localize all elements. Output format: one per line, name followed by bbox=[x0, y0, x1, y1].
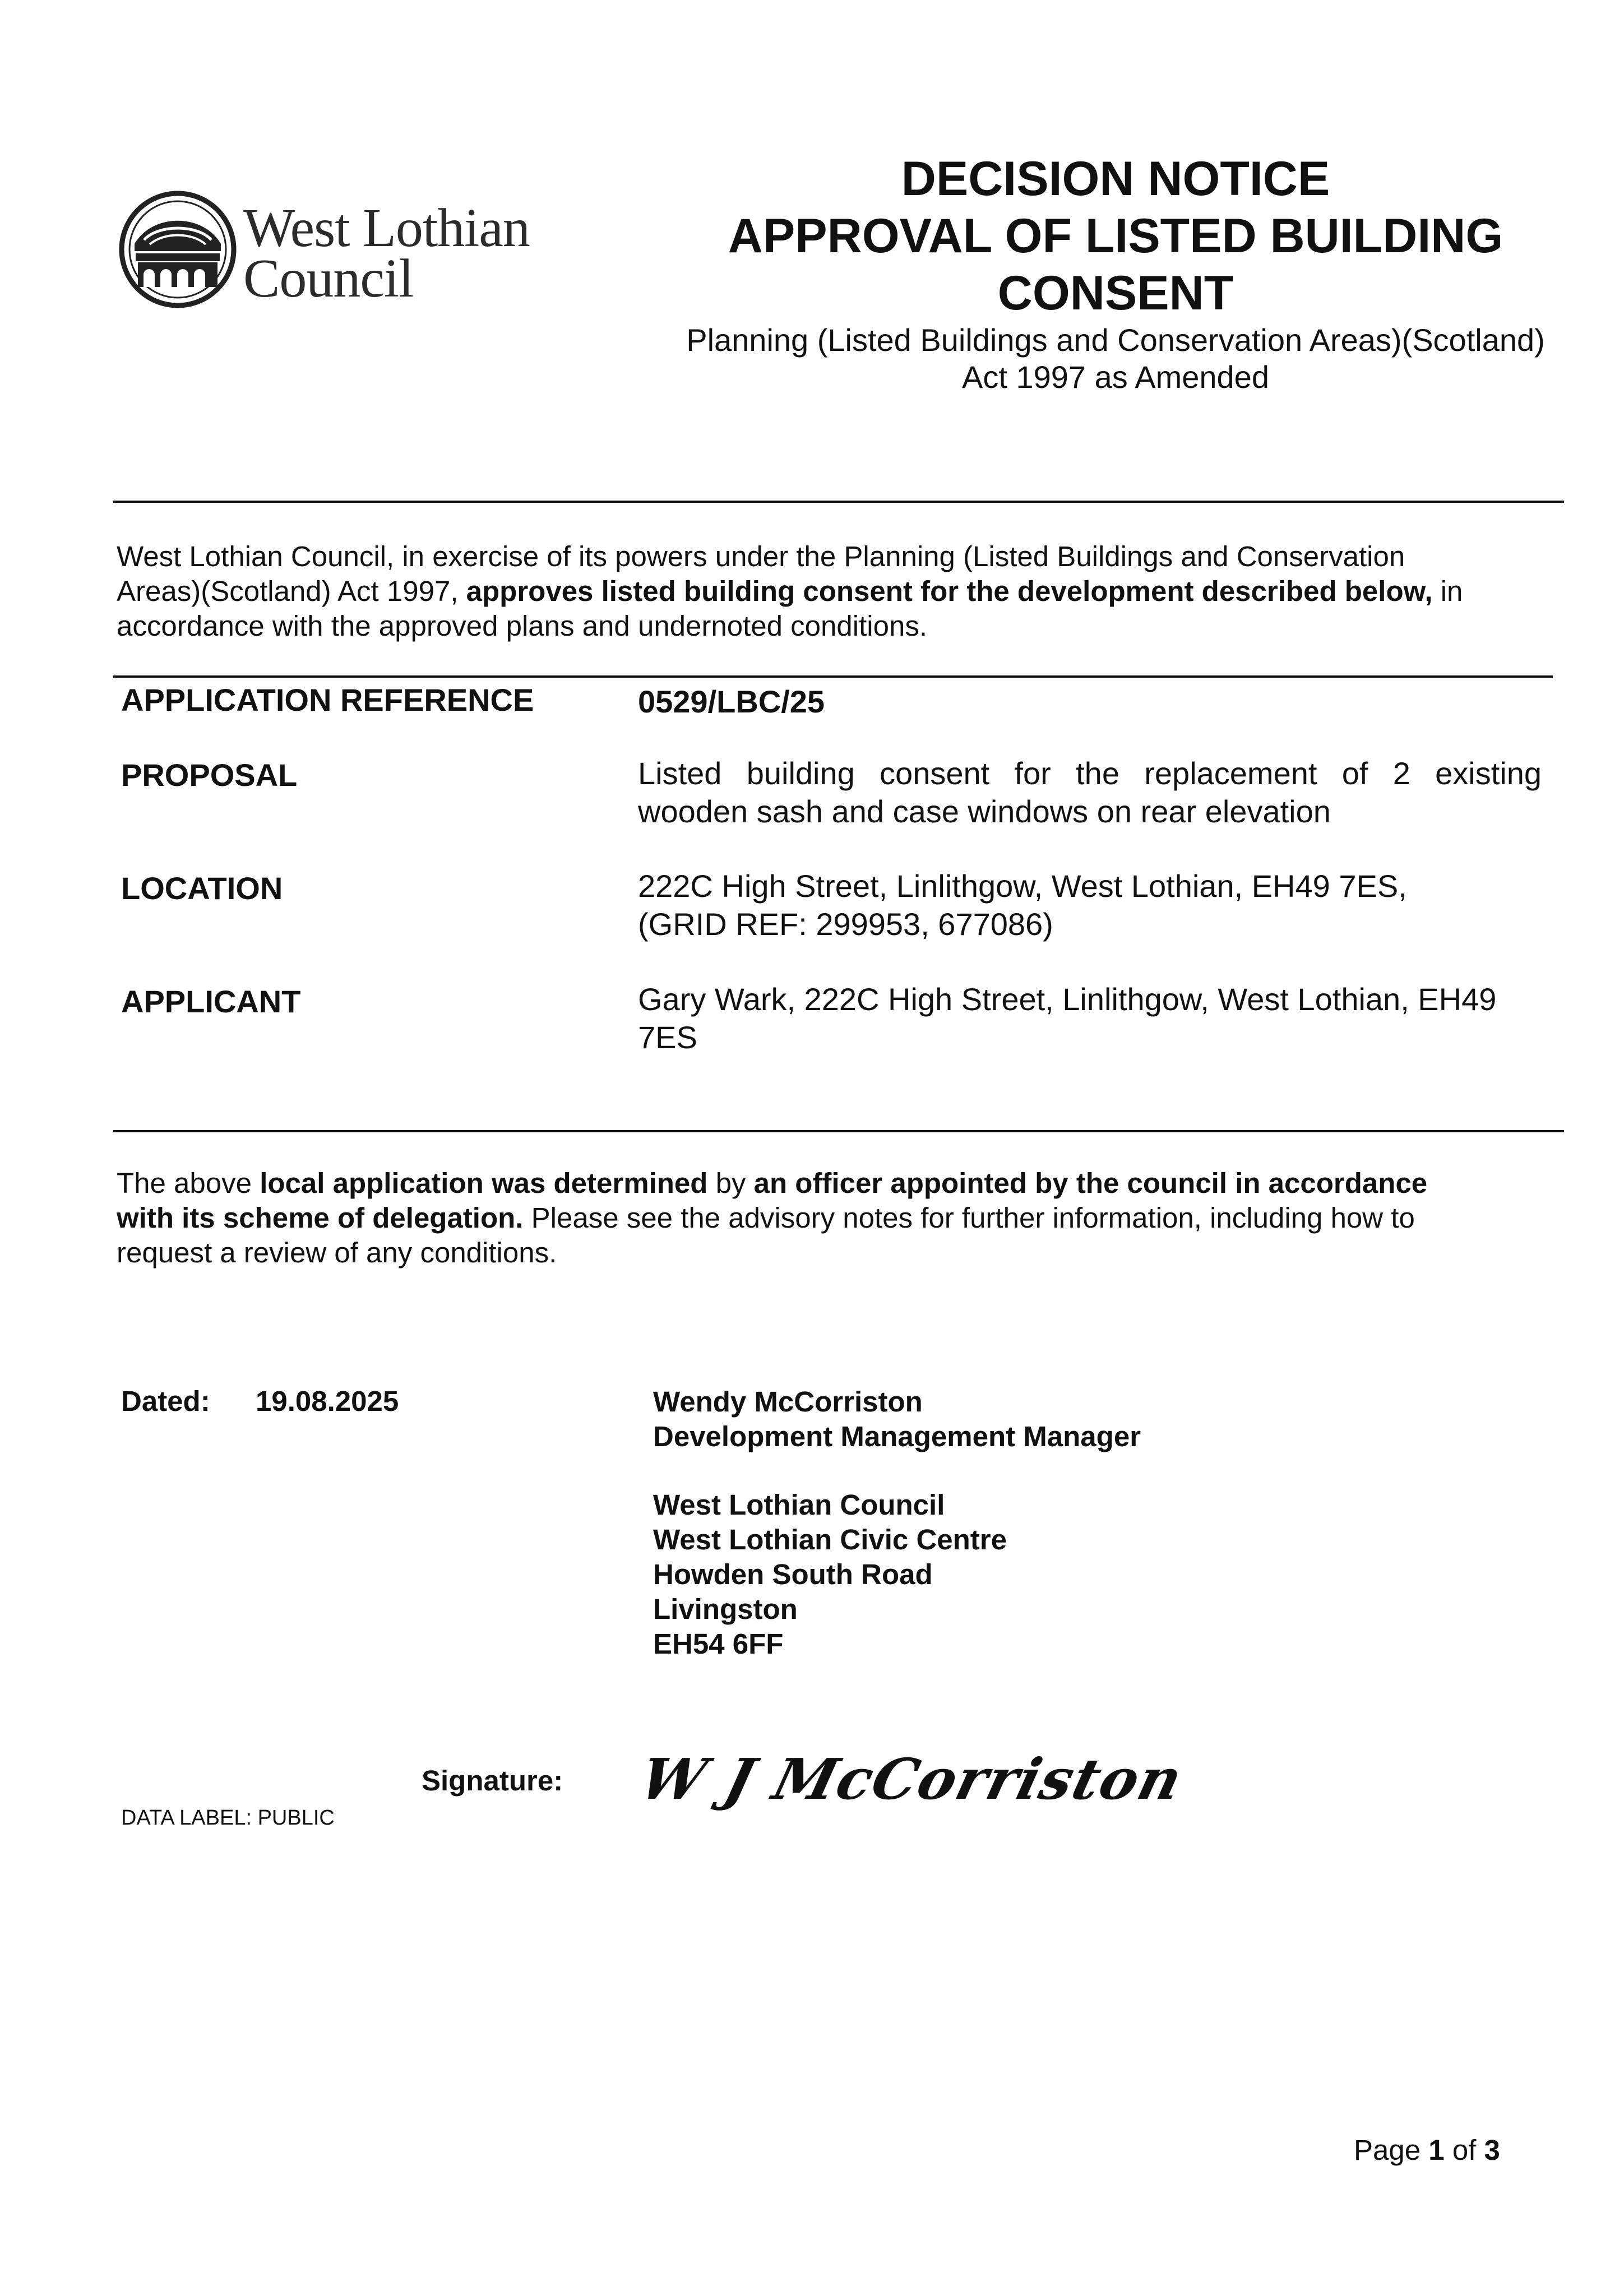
intro-line bbox=[117, 574, 1558, 609]
council-seal-icon bbox=[119, 191, 237, 308]
officer-name: Wendy McCorriston bbox=[653, 1386, 923, 1418]
location-line: (GRID REF: 299953, 677086) bbox=[638, 906, 1053, 942]
determination-text: Please see the advisory notes for further information, including how to bbox=[523, 1202, 1415, 1234]
address-line: Livingston bbox=[653, 1593, 798, 1625]
determination-text: The above bbox=[117, 1167, 260, 1199]
logo-line-2: Council bbox=[243, 248, 414, 309]
page-prefix: Page bbox=[1354, 2134, 1429, 2166]
applicant-value bbox=[638, 980, 1496, 1057]
dated-label: Dated: bbox=[121, 1385, 210, 1417]
officer-role: Development Management Manager bbox=[653, 1420, 1141, 1452]
divider-top bbox=[113, 501, 1564, 503]
address-line: West Lothian Civic Centre bbox=[653, 1524, 1007, 1556]
determination-text: by bbox=[707, 1167, 754, 1199]
divider-details bbox=[113, 675, 1553, 678]
title-decision-notice: DECISION NOTICE bbox=[901, 152, 1330, 206]
proposal-value bbox=[638, 754, 1542, 831]
intro-text: Areas)(Scotland) Act 1997, bbox=[117, 575, 466, 607]
handwritten-signature: W J McCorriston bbox=[633, 1746, 1190, 1812]
title-approval: APPROVAL OF LISTED BUILDING bbox=[728, 209, 1503, 263]
applicant-label: APPLICANT bbox=[121, 984, 301, 1019]
proposal-line: Listed building consent for the replacement of 2 existing bbox=[638, 756, 1542, 791]
page-current: 1 bbox=[1428, 2134, 1445, 2166]
determination-line bbox=[117, 1166, 1544, 1201]
intro-paragraph bbox=[117, 539, 1558, 644]
application-reference-label: APPLICATION REFERENCE bbox=[121, 682, 534, 718]
page-total: 3 bbox=[1484, 2134, 1500, 2166]
applicant-line: Gary Wark, 222C High Street, Linlithgow, West Lothian, EH49 bbox=[638, 982, 1497, 1017]
signature-label: Signature: bbox=[422, 1765, 563, 1797]
address-line: EH54 6FF bbox=[653, 1628, 784, 1660]
subtitle-act: Planning (Listed Buildings and Conservation Areas)(Scotland) bbox=[686, 322, 1545, 358]
address-line: West Lothian Council bbox=[653, 1489, 945, 1521]
subtitle-amended: Act 1997 as Amended bbox=[962, 359, 1269, 395]
location-label: LOCATION bbox=[121, 871, 283, 906]
intro-line: West Lothian Council, in exercise of its powers under the Planning (Listed Buildings and Conservation bbox=[117, 540, 1405, 572]
intro-text: in bbox=[1432, 575, 1463, 607]
data-label: DATA LABEL: PUBLIC bbox=[121, 1806, 335, 1830]
application-reference-value: 0529/LBC/25 bbox=[638, 684, 825, 719]
location-line: 222C High Street, Linlithgow, West Lothian, EH49 7ES, bbox=[638, 868, 1407, 904]
proposal-label: PROPOSAL bbox=[121, 757, 298, 793]
determination-bold-text: local application was determined bbox=[260, 1167, 708, 1199]
determination-line: request a review of any conditions. bbox=[117, 1237, 557, 1269]
determination-bold-text: an officer appointed by the council in accordance bbox=[753, 1167, 1428, 1199]
divider-bottom bbox=[113, 1130, 1564, 1132]
address-line: Howden South Road bbox=[653, 1558, 933, 1590]
determination-bold-text: with its scheme of delegation. bbox=[117, 1202, 524, 1234]
determination-paragraph bbox=[117, 1166, 1544, 1270]
location-value bbox=[638, 867, 1407, 943]
officer-block bbox=[653, 1385, 1141, 1661]
intro-bold-text: approves listed building consent for the development described below, bbox=[466, 575, 1433, 607]
logo-line-1: West Lothian bbox=[243, 198, 530, 258]
determination-line bbox=[117, 1201, 1544, 1235]
applicant-line: 7ES bbox=[638, 1020, 697, 1055]
intro-line: accordance with the approved plans and undernoted conditions. bbox=[117, 610, 928, 642]
title-block bbox=[611, 150, 1620, 396]
dated-value: 19.08.2025 bbox=[256, 1385, 399, 1417]
page-number bbox=[1354, 2133, 1500, 2167]
council-logo bbox=[119, 185, 567, 320]
title-consent: CONSENT bbox=[997, 266, 1234, 320]
page-mid: of bbox=[1444, 2134, 1484, 2166]
proposal-line: wooden sash and case windows on rear elevation bbox=[638, 794, 1331, 829]
